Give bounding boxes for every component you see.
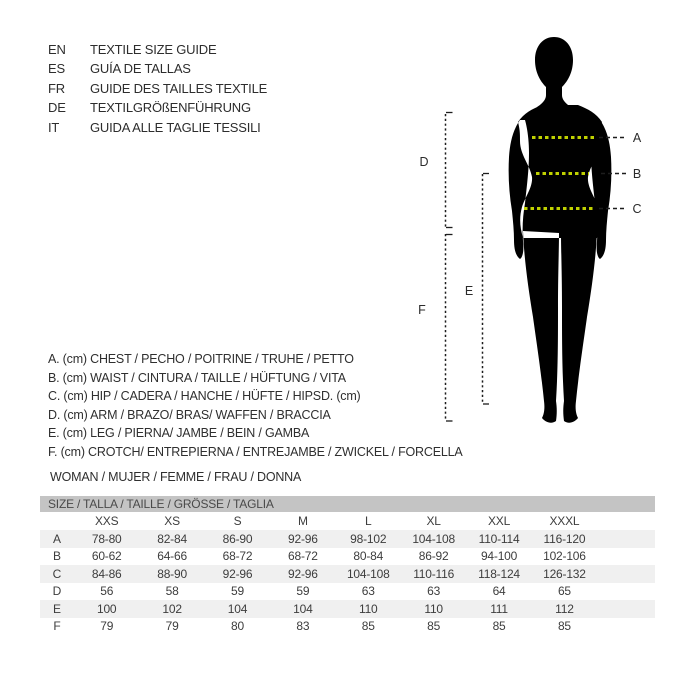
size-value-cell: 64-66 (157, 549, 187, 564)
language-title: TEXTILE SIZE GUIDE (90, 42, 217, 57)
size-value-cell: 104 (293, 601, 313, 616)
size-value-cell: 118-124 (478, 566, 520, 581)
figure-marker-waist: B (632, 167, 642, 181)
size-value-cell: 68-72 (222, 549, 253, 564)
measure-row-label: F (53, 619, 61, 634)
language-title: TEXTILGRÖßENFÜHRUNG (90, 100, 251, 116)
language-list (48, 40, 267, 137)
size-value-cell: 112 (555, 601, 574, 616)
gender-label: WOMAN / MUJER / FEMME / FRAU / DONNA (50, 470, 302, 484)
size-value-cell: 84-86 (91, 566, 122, 581)
measure-row-label: A (52, 531, 61, 546)
language-code: FR (48, 80, 65, 96)
size-table-row (40, 618, 655, 636)
measure-row-label: B (52, 549, 61, 564)
measure-row-label: D (52, 584, 62, 599)
language-row (48, 59, 267, 78)
measurement-legend-row: F. (cm) CROTCH/ ENTREPIERNA / ENTREJAMBE / ZWICKEL / FORCELLA (48, 444, 463, 459)
figure-marker-arm: D (419, 155, 429, 169)
size-value-cell: 56 (100, 584, 114, 599)
figure-marker-hip: C (632, 202, 642, 216)
size-column-header: XS (164, 514, 180, 528)
size-table-row (40, 530, 655, 548)
size-value-cell: 65 (557, 584, 571, 599)
size-value-cell: 110-114 (478, 531, 520, 546)
size-value-cell: 85 (361, 619, 375, 634)
size-value-cell: 104-108 (346, 566, 390, 581)
size-value-cell: 59 (296, 584, 310, 599)
language-code: EN (48, 42, 66, 57)
measurement-legend-row: E. (cm) LEG / PIERNA/ JAMBE / BEIN / GAMBA (48, 426, 310, 440)
size-table-row (40, 583, 655, 601)
size-column-header: M (297, 514, 308, 528)
measurement-legend (48, 350, 462, 461)
measure-row-label: E (52, 601, 61, 616)
size-value-cell: 94-100 (480, 549, 518, 564)
size-table (40, 496, 655, 635)
size-value-cell: 85 (557, 619, 571, 634)
size-value-cell: 126-132 (543, 566, 586, 581)
size-column-header: XL (426, 514, 441, 528)
measurement-legend-row: C. (cm) HIP / CADERA / HANCHE / HÜFTE / HIPSD. (cm) (48, 389, 361, 403)
language-title: GUÍA DE TALLAS (90, 61, 191, 77)
size-value-cell: 78-80 (91, 531, 122, 546)
size-columns-row (40, 512, 655, 530)
size-value-cell: 104 (227, 601, 248, 616)
size-value-cell: 64 (492, 584, 506, 599)
size-table-row (40, 600, 655, 618)
size-value-cell: 85 (427, 619, 441, 634)
size-value-cell: 82-84 (157, 531, 187, 546)
language-row (48, 79, 267, 98)
size-value-cell: 88-90 (157, 566, 187, 581)
size-value-cell: 68-72 (288, 549, 318, 564)
measure-row-label: C (52, 566, 62, 581)
size-column-header: S (233, 514, 242, 528)
language-code: IT (48, 119, 60, 135)
language-code: DE (48, 100, 66, 116)
size-value-cell: 83 (296, 619, 310, 634)
size-value-cell: 110 (358, 601, 378, 616)
size-table-row (40, 548, 655, 566)
language-row (48, 98, 267, 117)
size-column-header: XXL (487, 514, 511, 528)
size-value-cell: 111 (490, 601, 508, 616)
size-value-cell: 92-96 (288, 531, 318, 546)
size-value-cell: 86-92 (418, 549, 449, 564)
size-value-cell: 102-106 (543, 549, 586, 564)
size-value-cell: 58 (165, 584, 179, 599)
figure-marker-crotch: F (418, 303, 426, 317)
figure-marker-leg: E (464, 284, 474, 298)
woman-silhouette-image (500, 35, 620, 425)
size-value-cell: 80-84 (353, 549, 384, 564)
size-value-cell: 110 (424, 601, 443, 616)
size-value-cell: 110-116 (413, 566, 455, 581)
size-value-cell: 116-120 (543, 531, 586, 546)
size-value-cell: 86-90 (222, 531, 253, 546)
size-table-row (40, 565, 655, 583)
language-code: ES (48, 61, 65, 77)
size-value-cell: 80 (231, 619, 244, 634)
measurement-legend-row: D. (cm) ARM / BRAZO/ BRAS/ WAFFEN / BRACCIA (48, 407, 331, 422)
size-value-cell: 63 (361, 584, 375, 599)
size-value-cell: 92-96 (288, 566, 318, 581)
language-title: GUIDE DES TAILLES TEXTILE (90, 80, 268, 96)
size-value-cell: 102 (162, 601, 182, 616)
size-value-cell: 63 (427, 584, 441, 599)
size-value-cell: 60-62 (91, 549, 122, 564)
size-value-cell: 104-108 (412, 531, 455, 546)
language-row (48, 118, 267, 137)
figure-marker-chest: A (632, 131, 642, 145)
size-value-cell: 79 (100, 619, 114, 634)
measurement-legend-row: A. (cm) CHEST / PECHO / POITRINE / TRUHE / PETTO (48, 352, 354, 366)
measurement-legend-row: B. (cm) WAIST / CINTURA / TAILLE / HÜFTUNG / VITA (48, 370, 346, 385)
size-value-cell: 100 (96, 601, 117, 616)
size-table-header-bar: SIZE / TALLA / TAILLE / GRÖSSE / TAGLIA (40, 496, 655, 512)
size-value-cell: 92-96 (222, 566, 253, 581)
size-value-cell: 59 (231, 584, 244, 599)
size-column-header: L (365, 514, 372, 528)
language-title: GUIDA ALLE TAGLIE TESSILI (90, 119, 261, 135)
size-value-cell: 79 (165, 619, 179, 634)
size-column-header: XXS (94, 514, 119, 528)
size-value-cell: 85 (492, 619, 506, 634)
size-column-header: XXXL (549, 514, 580, 528)
size-value-cell: 98-102 (350, 531, 387, 546)
language-row (48, 40, 267, 59)
